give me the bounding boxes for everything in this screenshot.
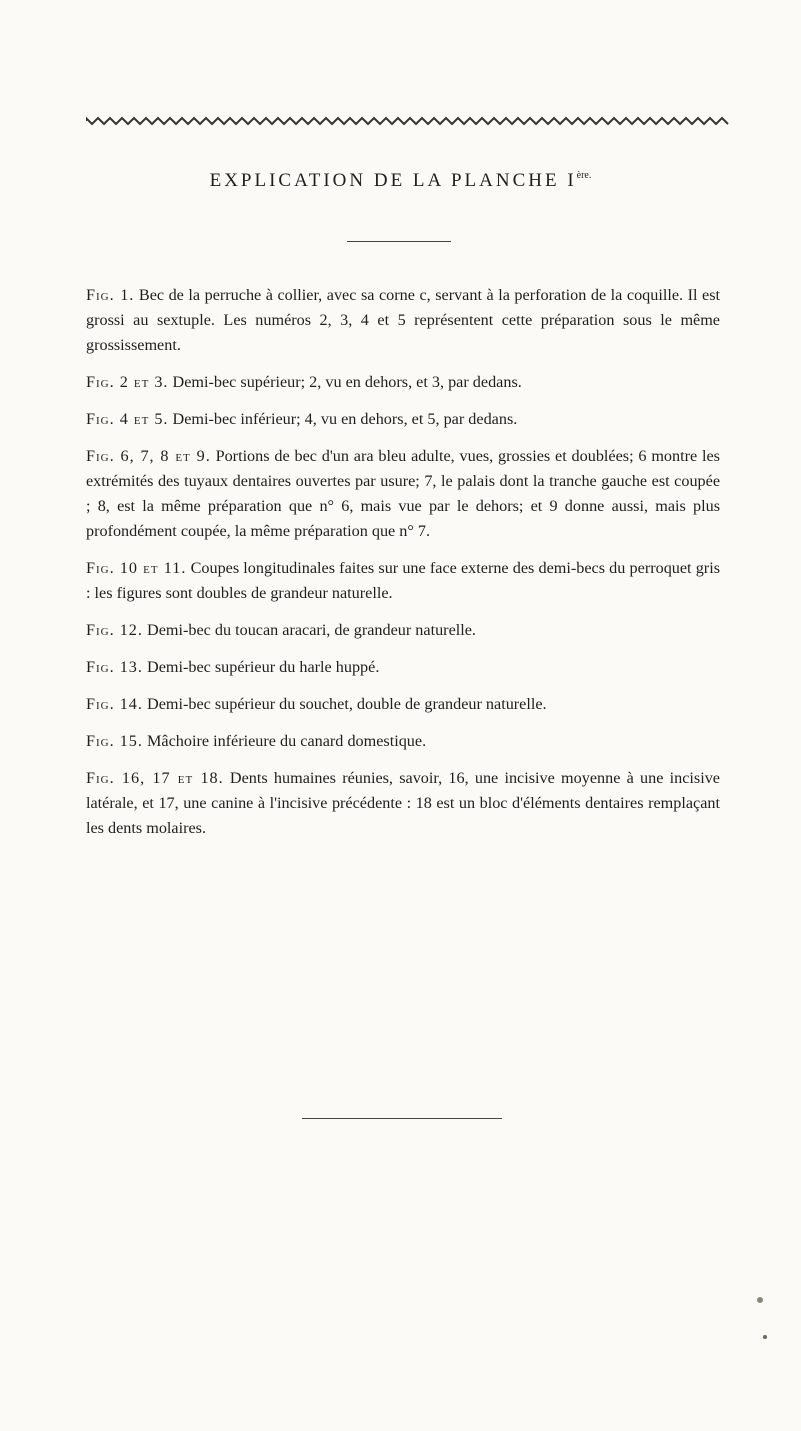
figure-explanations — [86, 283, 720, 853]
page-title-suffix: ère. — [576, 170, 592, 181]
figure-description: Bec de la perruche à collier, avec sa corne c, servant à la perforation de la coquille. Il est grossi au sextuple. Les numéros 2, 3, 4 et 5 représentent cette préparation sous le même grossissement. — [86, 286, 721, 354]
figure-entry — [86, 370, 720, 395]
figure-number: Fig. 15. — [86, 732, 143, 750]
figure-number: Fig. 6, 7, 8 et 9. — [86, 447, 211, 465]
figure-number: Fig. 10 et 11. — [86, 559, 187, 577]
figure-description: Portions de bec d'un ara bleu adulte, vues, grossies et doublées; 6 montre les extrémités des tuyaux dentaires ouvertes par usure; 7, le palais dont la tranche gauche est coupée ; 8, est la même préparation que n° 6, mais vue par le dehors; et 9 donne aussi, mais plus profondément coupée, la même préparation que n° 7. — [86, 447, 720, 540]
figure-entry — [86, 444, 720, 544]
figure-entry — [86, 556, 720, 606]
figure-description: Mâchoire inférieure du canard domestique. — [147, 732, 427, 750]
figure-entry — [86, 283, 720, 358]
page-title — [0, 170, 801, 192]
figure-description: Demi-bec supérieur du harle huppé. — [147, 658, 380, 676]
figure-number: Fig. 2 et 3. — [86, 373, 169, 391]
bottom-divider — [302, 1118, 502, 1119]
figure-entry — [86, 692, 720, 717]
figure-entry — [86, 407, 720, 432]
figure-number: Fig. 14. — [86, 695, 143, 713]
figure-number: Fig. 13. — [86, 658, 143, 676]
figure-number: Fig. 16, 17 et 18. — [86, 769, 224, 787]
paper-speck — [763, 1335, 767, 1339]
figure-description: Demi-bec inférieur; 4, vu en dehors, et 5, par dedans. — [172, 410, 518, 428]
top-divider — [347, 241, 451, 242]
page-title-text: EXPLICATION DE LA PLANCHE I — [209, 170, 577, 191]
paper-speck — [757, 1297, 763, 1303]
figure-number: Fig. 12. — [86, 621, 143, 639]
figure-number: Fig. 1. — [86, 286, 135, 304]
figure-description: Demi-bec supérieur; 2, vu en dehors, et 3, par dedans. — [172, 373, 522, 391]
figure-description: Coupes longitudinales faites sur une face externe des demi-becs du perroquet gris : les figures sont doubles de grandeur naturelle. — [86, 559, 720, 602]
figure-description: Dents humaines réunies, savoir, 16, une incisive moyenne à une incisive latérale, et 17, une canine à l'incisive précédente : 18 est un bloc d'éléments dentaires remplaçant les dents molaires. — [86, 769, 720, 837]
figure-number: Fig. 4 et 5. — [86, 410, 169, 428]
figure-description: Demi-bec du toucan aracari, de grandeur naturelle. — [147, 621, 476, 639]
figure-entry — [86, 655, 720, 680]
decorative-wave-ornament — [86, 114, 732, 128]
figure-entry — [86, 766, 720, 841]
figure-entry — [86, 618, 720, 643]
figure-entry — [86, 729, 720, 754]
figure-description: Demi-bec supérieur du souchet, double de grandeur naturelle. — [147, 695, 547, 713]
